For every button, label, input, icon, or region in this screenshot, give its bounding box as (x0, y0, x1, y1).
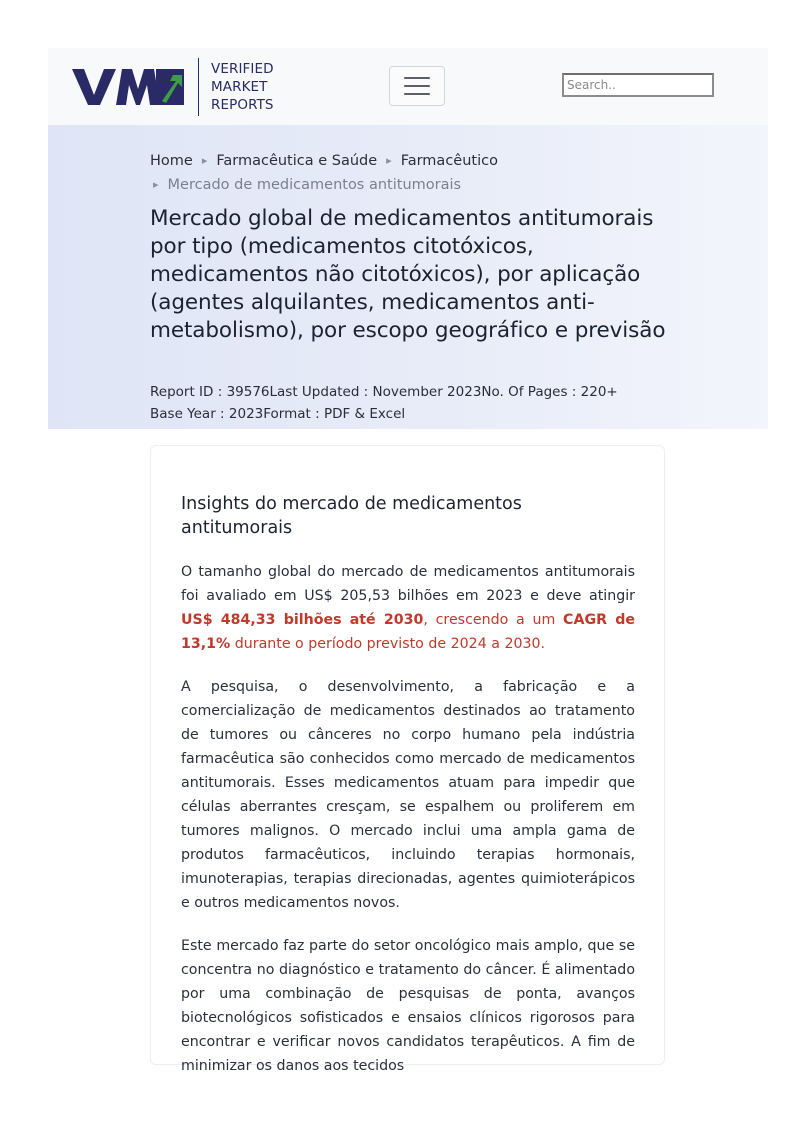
insights-paragraph-2: A pesquisa, o desenvolvimento, a fabricação e a comercialização de medicamentos destinados ao tratamento de tumores ou cânceres no corpo humano pela indústria farmacêutica são conhecidos como mercado de medicamentos antitumorais. Esses medicamentos atuam para impedir que células aberrantes cresçam, se espalhem ou proliferem em tumores malignos. O mercado inclui uma ampla gama de produtos farmacêuticos, incluindo terapias hormonais, imunoterapias, terapias direcionadas, agentes quimioterápicos e outros medicamentos novos. (181, 679, 635, 911)
logo-line-2: MARKET (211, 79, 268, 95)
report-id-value: 39576 (226, 384, 270, 400)
base-year-label: Base Year : (150, 406, 229, 422)
p1-text-c: , crescendo a um (423, 612, 564, 628)
breadcrumb-pharma-health[interactable]: Farmacêutica e Saúde (216, 153, 378, 169)
breadcrumb-home[interactable]: Home (150, 153, 193, 169)
breadcrumb-row (150, 173, 670, 197)
hamburger-icon-bar (404, 85, 430, 87)
chevron-right-icon: ▸ (201, 154, 208, 167)
insights-paragraph-3: Este mercado faz parte do setor oncológico mais amplo, que se concentra no diagnóstico e tratamento do câncer. É alimentado por uma combinação de pesquisas de ponta, avanços biotecnológicos sofisticados e ensaios clínicos rigorosos para encontrar e verificar novos candidatos terapêuticos. A fim de minimizar os danos aos tecidos (181, 938, 635, 1074)
p1-highlight (181, 612, 635, 652)
insights-content (181, 492, 635, 1097)
pages-value: 220+ (580, 384, 618, 400)
insights-card (150, 445, 665, 1074)
site-header (48, 48, 768, 126)
menu-toggle-button[interactable] (389, 66, 445, 106)
breadcrumb-current: Mercado de medicamentos antitumorais (167, 177, 462, 193)
cagr-value: CAGR de 13,1% (181, 612, 635, 652)
page-title: Mercado global de medicamentos antitumorais por tipo (medicamentos citotóxicos, medicamentos não citotóxicos), por aplicação (agentes alquilantes, medicamentos anti-metabolismo), por escopo geográfico e previsão (150, 206, 666, 343)
breadcrumb-row (150, 149, 670, 173)
market-value-2030: US$ 484,33 bilhões até 2030 (181, 612, 424, 628)
insights-paragraph-1 (181, 560, 635, 656)
last-updated-label: Last Updated : (269, 384, 373, 400)
breadcrumb-pharmaceutical[interactable]: Farmacêutico (400, 153, 498, 169)
insights-heading: Insights do mercado de medicamentos antitumorais (181, 494, 522, 538)
breadcrumb (150, 149, 670, 197)
meta-line-2 (150, 403, 690, 425)
report-hero (48, 125, 768, 429)
logo-line-3: REPORTS (211, 97, 274, 113)
page (48, 48, 768, 1074)
logo-divider (198, 58, 199, 116)
search-input[interactable] (562, 73, 714, 97)
logo[interactable] (72, 60, 274, 114)
base-year-value: 2023 (228, 406, 264, 422)
report-id-label: Report ID : (150, 384, 227, 400)
logo-wordmark (211, 60, 274, 114)
p1-text-a: O tamanho global do mercado de medicamentos antitumorais foi avaliado em US$ 205,53 bilhões em 2023 e deve atingir (181, 564, 635, 604)
hamburger-icon-bar (404, 93, 430, 95)
logo-line-1: VERIFIED (211, 61, 274, 77)
p1-text-e: durante o período previsto de 2024 a 2030. (230, 636, 546, 652)
last-updated-value: November 2023 (372, 384, 482, 400)
format-value: PDF & Excel (323, 406, 406, 422)
chevron-right-icon: ▸ (153, 178, 159, 191)
hamburger-icon (404, 77, 430, 79)
pages-label: No. Of Pages : (481, 384, 581, 400)
vmr-logo-icon (72, 67, 184, 107)
format-label: Format : (263, 406, 324, 422)
meta-line-1 (150, 381, 690, 403)
chevron-right-icon: ▸ (386, 154, 392, 167)
report-meta (150, 381, 690, 425)
